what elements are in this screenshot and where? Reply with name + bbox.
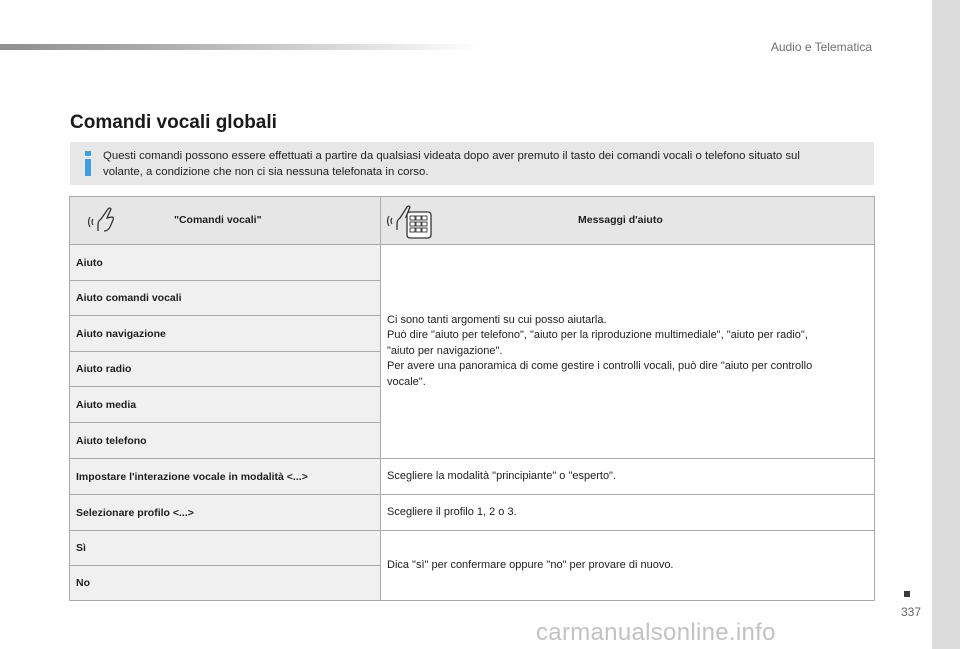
- info-icon: [85, 151, 92, 177]
- voice-command-icon: [86, 205, 120, 238]
- page-number: 337: [901, 605, 922, 619]
- response-cell: [381, 245, 875, 459]
- response-cell: Scegliere la modalità "principiante" o "esperto".: [381, 459, 875, 495]
- command-cell: Sì: [70, 531, 381, 566]
- response-cell: Scegliere il profilo 1, 2 o 3.: [381, 495, 875, 531]
- page-title: Comandi vocali globali: [70, 112, 277, 133]
- page-marker: [904, 591, 910, 597]
- command-cell: Selezionare profilo <...>: [70, 495, 381, 531]
- column-header-commands: [70, 197, 381, 245]
- watermark: carmanualsonline.info: [536, 619, 776, 646]
- command-cell: Aiuto telefono: [70, 423, 381, 459]
- column-header-label: Messaggi d'aiuto: [578, 214, 663, 226]
- voice-commands-table: [69, 196, 875, 601]
- response-cell: Dica "sì" per confermare oppure "no" per provare di nuovo.: [381, 531, 875, 601]
- side-strip: [932, 0, 960, 649]
- response-line: Può dire "aiuto per telefono", "aiuto per la riproduzione multimediale", "aiuto per radio",: [387, 329, 808, 342]
- voice-phone-keypad-icon: [385, 202, 437, 243]
- command-cell: Aiuto: [70, 245, 381, 281]
- info-line: volante, a condizione che non ci sia nessuna telefonata in corso.: [103, 166, 429, 178]
- info-text: [103, 148, 863, 180]
- command-cell: Aiuto navigazione: [70, 316, 381, 352]
- section-header: Audio e Telematica: [770, 40, 872, 54]
- response-line: Ci sono tanti argomenti su cui posso aiutarla.: [387, 313, 607, 326]
- command-cell: Aiuto media: [70, 387, 381, 423]
- column-header-messages: [381, 197, 875, 245]
- command-cell: Impostare l'interazione vocale in modalità <...>: [70, 459, 381, 495]
- response-line: "aiuto per navigazione".: [387, 344, 503, 357]
- info-box: [70, 142, 874, 185]
- command-cell: Aiuto radio: [70, 352, 381, 387]
- command-cell: No: [70, 566, 381, 601]
- command-cell: Aiuto comandi vocali: [70, 281, 381, 316]
- response-line: vocale".: [387, 375, 426, 388]
- top-decorative-bar: [0, 44, 480, 50]
- response-line: Per avere una panoramica di come gestire i controlli vocali, può dire "aiuto per controllo: [387, 360, 813, 373]
- info-line: Questi comandi possono essere effettuati a partire da qualsiasi videata dopo aver premuto il tasto dei comandi vocali o telefono situato sul: [103, 150, 800, 162]
- column-header-label: "Comandi vocali": [174, 214, 262, 226]
